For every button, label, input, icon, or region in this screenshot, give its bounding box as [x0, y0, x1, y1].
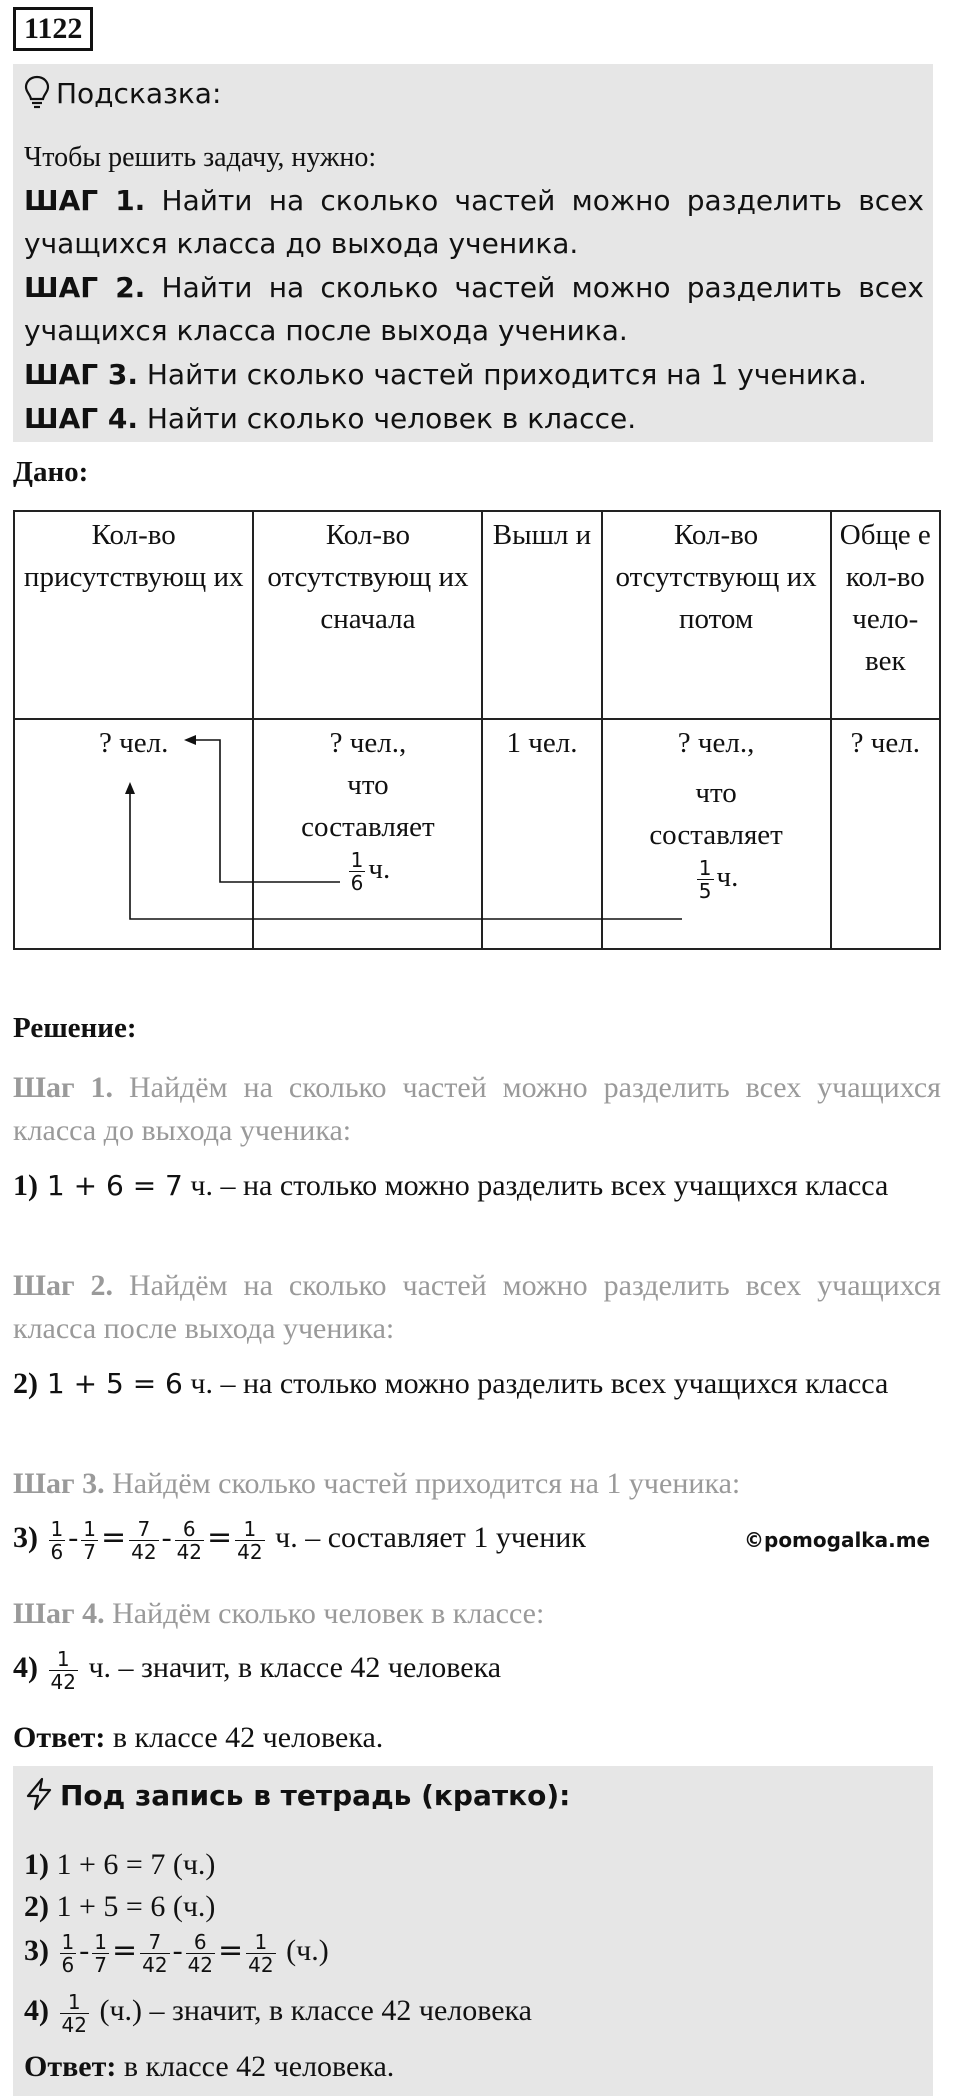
line-text: ч. – значит, в классе 42 человека — [80, 1651, 502, 1684]
cell-text: что — [347, 769, 389, 801]
header-cell: Кол-во отсутствующ их сначала — [253, 511, 482, 719]
fraction — [186, 1931, 215, 1976]
operator: - — [172, 1934, 183, 1967]
hint-step-text: Найти сколько человек в классе. — [137, 402, 637, 435]
line-expression: 1 + 5 = 6 — [38, 1367, 183, 1400]
denominator: 42 — [187, 1952, 214, 1977]
solution-line-2 — [13, 1362, 941, 1405]
numerator: 7 — [129, 1518, 158, 1541]
hint-step-text: Найти на сколько частей можно разделить всех учащихся класса после выхода ученика. — [24, 271, 924, 347]
hint-title-text: Подсказка: — [56, 77, 222, 110]
step-2-description — [13, 1264, 941, 1350]
short-note-title-text: Под запись в тетрадь (кратко): — [60, 1779, 571, 1812]
numerator: 1 — [61, 1929, 75, 1954]
solution-line-1 — [13, 1164, 941, 1207]
step-text: Найдём на сколько частей можно разделить всех учащихся класса до выхода ученика: — [13, 1071, 941, 1147]
cell-text: 1 чел. — [506, 727, 578, 759]
solution-line-4 — [13, 1646, 941, 1693]
denominator: 42 — [131, 1539, 157, 1564]
operator: - — [79, 1934, 90, 1967]
cell-text: составляет — [649, 819, 783, 851]
line-number: 4) — [24, 1994, 49, 2027]
arrow-line — [130, 790, 682, 919]
operator: - — [161, 1521, 172, 1554]
short-line-4 — [24, 1990, 532, 2036]
denominator: 42 — [176, 1539, 203, 1564]
operator: = — [111, 1933, 138, 1968]
step-label: Шаг 3. — [13, 1467, 105, 1500]
cell-text: что — [695, 777, 737, 809]
short-line-3 — [24, 1930, 329, 1976]
denominator: 42 — [248, 1952, 274, 1977]
denominator: 6 — [50, 1539, 64, 1564]
numerator: 6 — [186, 1931, 215, 1954]
fraction — [129, 1518, 158, 1563]
fraction — [235, 1518, 264, 1563]
numerator: 7 — [140, 1931, 169, 1954]
operator: = — [218, 1933, 244, 1968]
header-cell: Вышл и — [482, 511, 601, 719]
line-text: ч. – на столько можно разделить всех учащихся класса — [182, 1367, 889, 1400]
numerator: 1 — [83, 1516, 96, 1541]
denominator: 42 — [237, 1539, 263, 1564]
step-label: Шаг 4. — [13, 1597, 105, 1630]
header-cell: Кол-во отсутствующ их потом — [602, 511, 831, 719]
denominator: 6 — [61, 1952, 75, 1977]
step-1-description — [13, 1066, 941, 1152]
short-line-2 — [24, 1886, 215, 1928]
header-cell: Кол-во присутствующ их — [14, 511, 253, 719]
numerator: 1 — [94, 1929, 107, 1954]
line-number: 1) — [24, 1848, 49, 1881]
numerator: 1 — [246, 1931, 275, 1954]
arrow-head — [184, 735, 196, 745]
line-number: 2) — [24, 1890, 49, 1923]
lightning-icon — [24, 1777, 54, 1811]
hint-step-label: ШАГ 2. — [24, 271, 146, 304]
line-number: 3) — [24, 1934, 49, 1967]
numerator: 1 — [50, 1516, 64, 1541]
denominator: 7 — [83, 1539, 96, 1564]
fraction — [60, 1931, 77, 1976]
denominator: 42 — [50, 1669, 76, 1694]
numerator: 1 — [350, 847, 364, 872]
operator: = — [100, 1520, 127, 1555]
hint-step-label: ШАГ 4. — [24, 402, 138, 435]
cell-unit: ч. — [368, 853, 391, 885]
cell-text: ? чел., — [329, 727, 407, 759]
step-label: Шаг 1. — [13, 1071, 114, 1104]
hint-intro: Чтобы решить задачу, нужно: — [24, 142, 377, 173]
cell-text: ? чел. — [99, 727, 169, 759]
numerator: 1 — [60, 1991, 89, 2014]
short-note-title — [24, 1776, 570, 1816]
fraction — [60, 1991, 89, 2036]
denominator: 5 — [698, 878, 712, 903]
fraction — [49, 1648, 78, 1693]
solution-title: Решение: — [13, 1012, 137, 1044]
arrow-head — [125, 782, 135, 794]
arrow-line — [192, 740, 340, 882]
cell-text: ? чел. — [850, 727, 920, 759]
denominator: 42 — [142, 1952, 168, 1977]
fraction — [49, 1518, 66, 1563]
line-number: 4) — [13, 1651, 38, 1684]
denominator: 42 — [61, 2012, 87, 2037]
line-text: (ч.) – значит, в классе 42 человека — [91, 1994, 532, 2027]
line-number: 3) — [13, 1521, 38, 1554]
denominator: 7 — [94, 1952, 107, 1977]
line-text: 1 + 5 = 6 (ч.) — [49, 1890, 216, 1923]
header-cell: Обще е кол-во чело-век — [831, 511, 940, 719]
line-expression: 1 + 6 = 7 — [38, 1169, 183, 1202]
fraction — [92, 1931, 109, 1976]
cell-text: составляет — [301, 811, 435, 843]
fraction — [175, 1518, 204, 1563]
short-line-1 — [24, 1844, 215, 1886]
fraction — [81, 1518, 98, 1563]
line-unit: (ч.) — [278, 1934, 329, 1967]
step-text: Найдём сколько частей приходится на 1 ученика: — [104, 1467, 741, 1500]
answer-text: в классе 42 человека. — [116, 2050, 395, 2083]
step-4-description — [13, 1592, 941, 1635]
line-number: 1) — [13, 1169, 38, 1202]
answer-label: Ответ: — [13, 1721, 106, 1754]
hint-step-label: ШАГ 1. — [24, 184, 146, 217]
operator: = — [207, 1520, 233, 1555]
step-text: Найдём сколько человек в классе: — [104, 1597, 545, 1630]
numerator: 1 — [235, 1518, 264, 1541]
denominator: 6 — [350, 870, 364, 895]
step-text: Найдём на сколько частей можно разделить всех учащихся класса после выхода ученика: — [13, 1269, 941, 1345]
hint-step-text: Найти сколько частей приходится на 1 ученика. — [137, 358, 868, 391]
operator: - — [68, 1521, 79, 1554]
numerator: 6 — [175, 1518, 204, 1541]
watermark: ©pomogalka.me — [744, 1528, 931, 1552]
line-number: 2) — [13, 1367, 38, 1400]
line-text: ч. – составляет 1 ученик — [267, 1521, 586, 1554]
table-arrows — [0, 0, 960, 960]
line-text: ч. – на столько можно разделить всех учащихся класса — [182, 1169, 889, 1202]
cell-text: ? чел., — [677, 727, 755, 759]
answer-line — [13, 1716, 941, 1759]
short-answer-line — [24, 2046, 394, 2088]
answer-text: в классе 42 человека. — [105, 1721, 384, 1754]
hint-step-text: Найти на сколько частей можно разделить всех учащихся класса до выхода ученика. — [24, 184, 924, 260]
given-title: Дано: — [13, 456, 89, 488]
fraction — [140, 1931, 169, 1976]
numerator: 1 — [49, 1648, 78, 1671]
fraction — [246, 1931, 275, 1976]
cell-unit: ч. — [716, 861, 739, 893]
step-label: Шаг 2. — [13, 1269, 114, 1302]
numerator: 1 — [698, 855, 712, 880]
answer-label: Ответ: — [24, 2050, 117, 2083]
line-text: 1 + 6 = 7 (ч.) — [49, 1848, 216, 1881]
task-number: 1122 — [13, 7, 93, 51]
step-3-description — [13, 1462, 941, 1505]
hint-step-label: ШАГ 3. — [24, 358, 138, 391]
